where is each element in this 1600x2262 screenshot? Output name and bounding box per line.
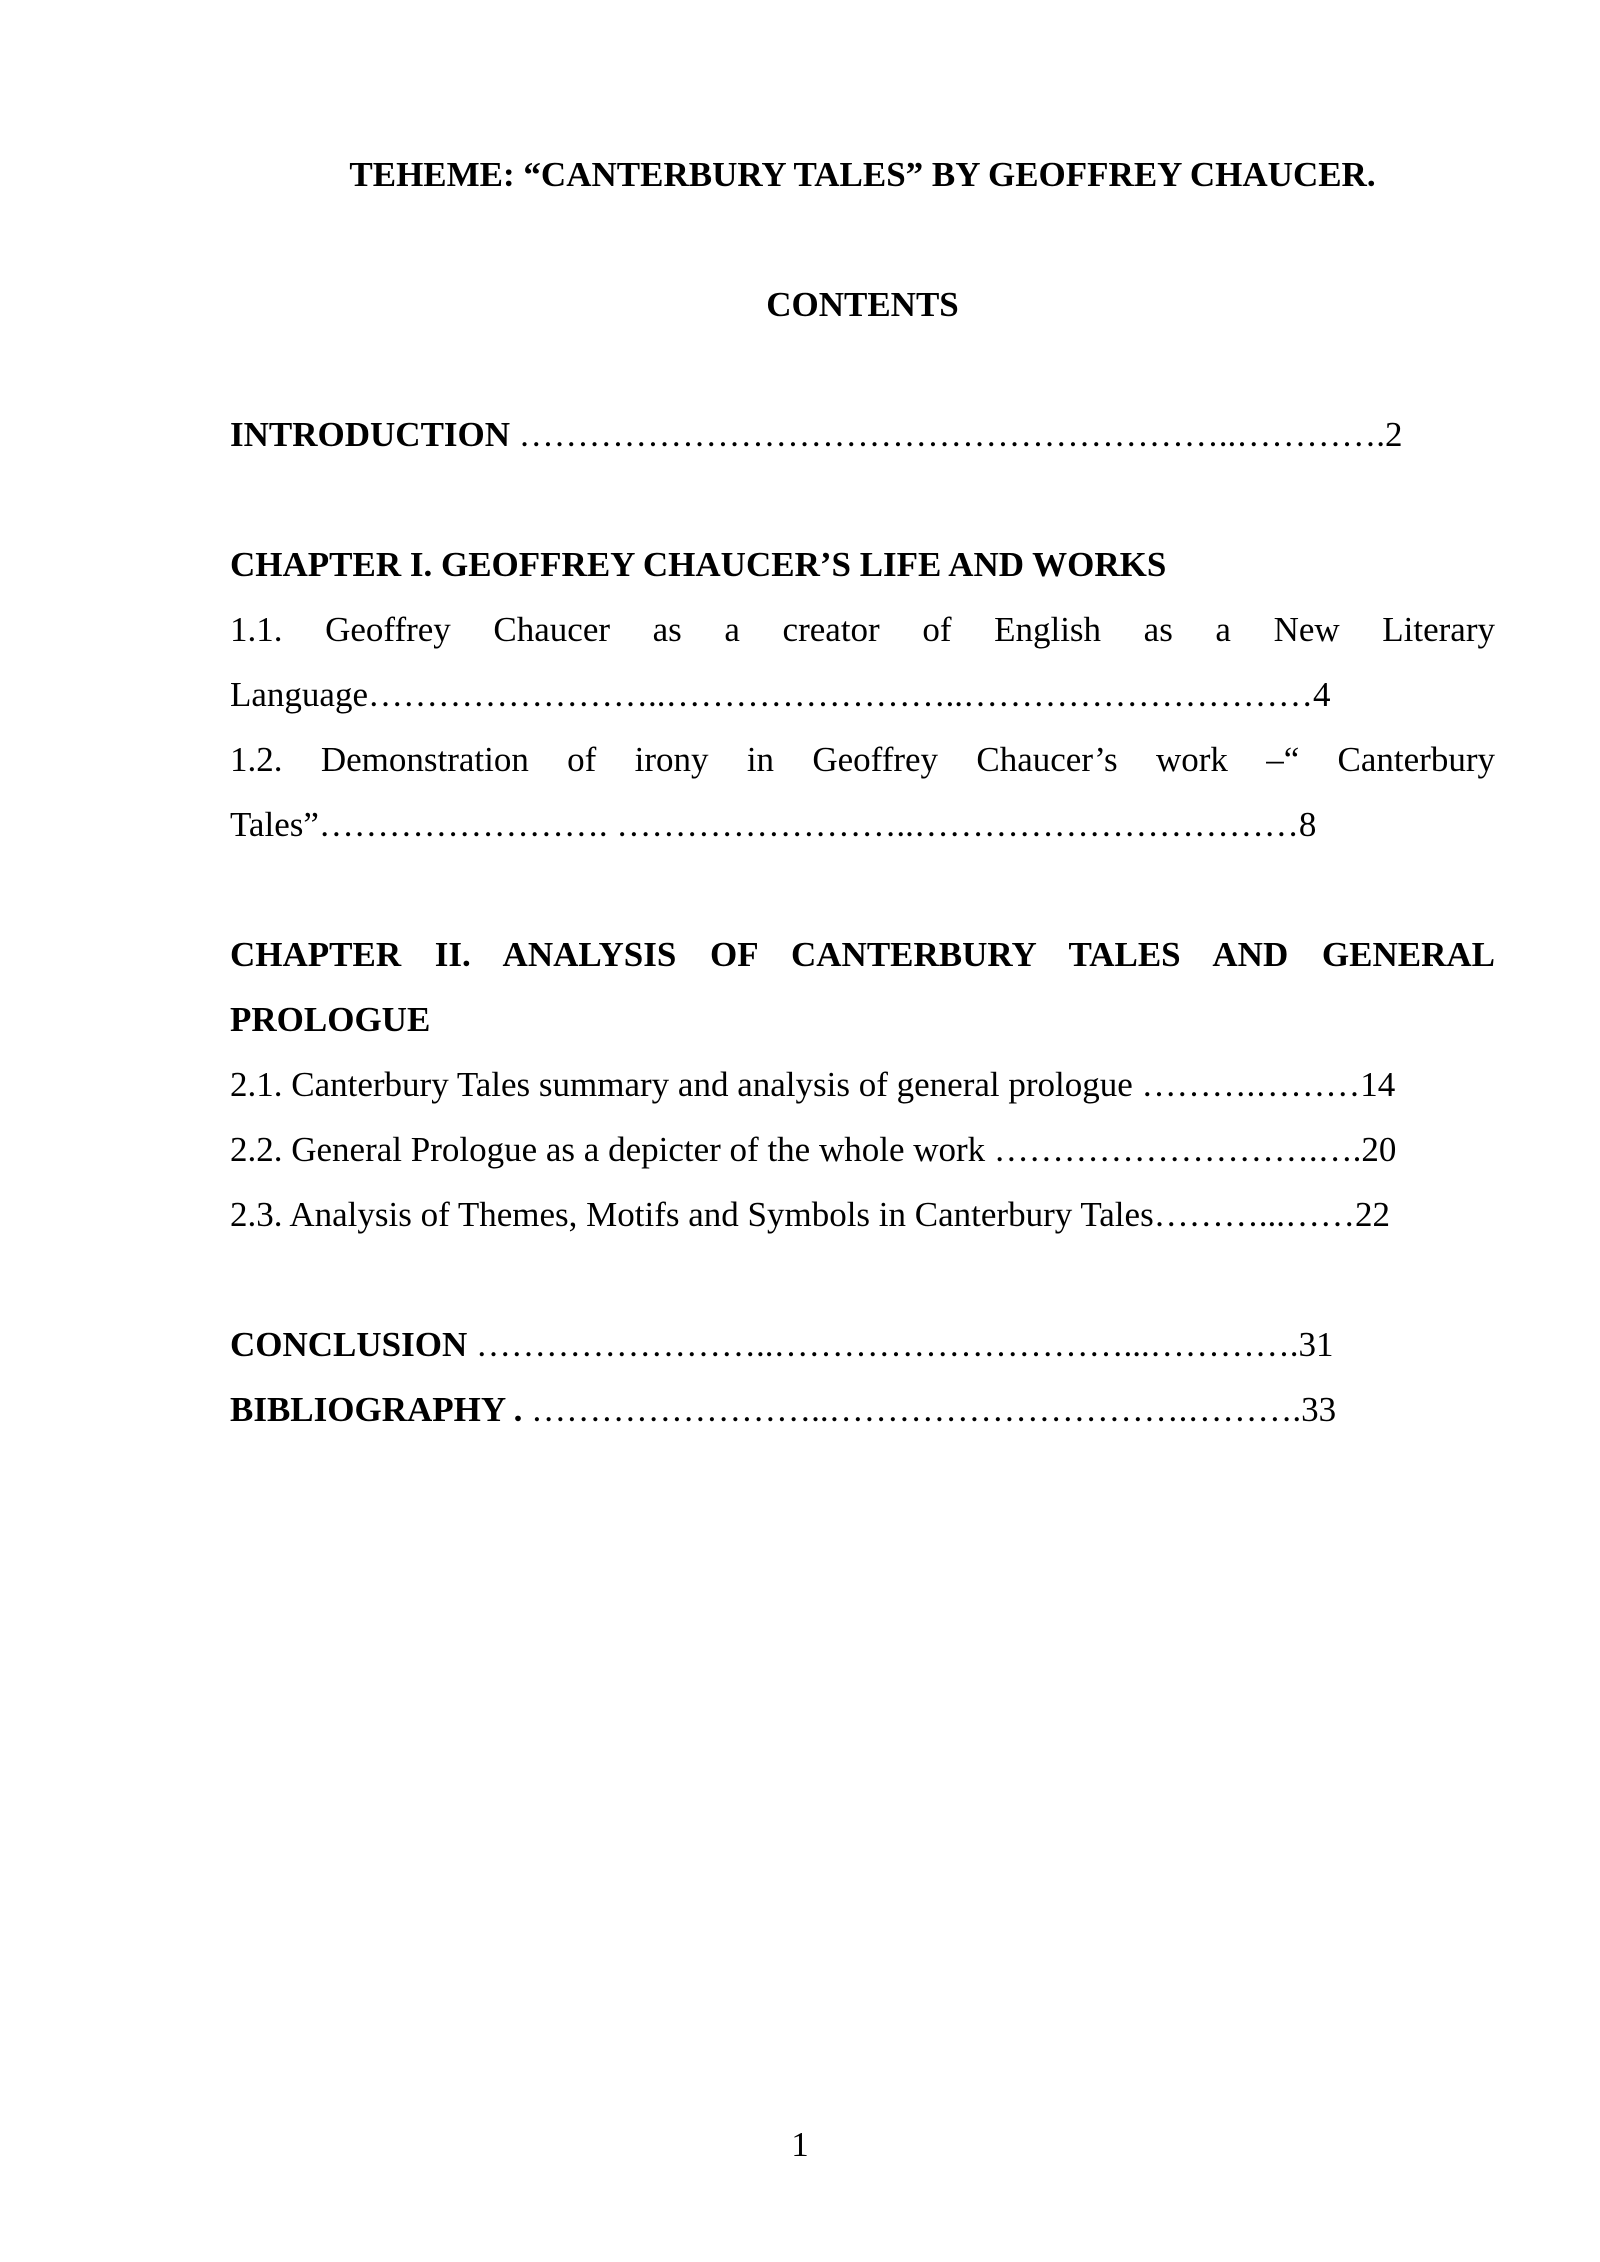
toc-entry-bibliography xyxy=(230,1390,1495,1430)
toc-entry-introduction xyxy=(230,415,1495,455)
toc-entry-1-1-line1: 1.1. Geoffrey Chaucer as a creator of English as a New Literary xyxy=(230,610,1495,649)
toc-entry-1-2-line2: Tales”……………………. ……………………..……………………………8 xyxy=(230,805,1317,844)
document-title: TEHEME: “CANTERBURY TALES” BY GEOFFREY CHAUCER. xyxy=(349,155,1376,194)
toc-entry-2-3: 2.3. Analysis of Themes, Motifs and Symbols in Canterbury Tales………...……22 xyxy=(230,1195,1390,1234)
toc-entry-1-2-line1: 1.2. Demonstration of irony in Geoffrey Chaucer’s work –“ Canterbury xyxy=(230,740,1495,779)
toc-label-bibliography: BIBLIOGRAPHY . xyxy=(230,1390,523,1429)
toc-leader-introduction: ……………………………………………………..………….2 xyxy=(510,415,1403,454)
toc-label-introduction: INTRODUCTION xyxy=(230,415,511,454)
toc-leader-bibliography: ……………………..………………………….……….33 xyxy=(522,1390,1337,1429)
toc-entry-1-1-line2: Language……………………..……………………..…………………………4 xyxy=(230,675,1331,714)
toc-entry-conclusion xyxy=(230,1325,1495,1365)
chapter-2-heading-line2: PROLOGUE xyxy=(230,1000,431,1039)
contents-heading: CONTENTS xyxy=(766,285,959,324)
toc-entry-2-2: 2.2. General Prologue as a depicter of the whole work ……………………….….20 xyxy=(230,1130,1397,1169)
toc-leader-conclusion: ……………………..…………………………...………….31 xyxy=(467,1325,1334,1364)
chapter-1-heading: CHAPTER I. GEOFFREY CHAUCER’S LIFE AND WORKS xyxy=(230,545,1167,584)
page-number: 1 xyxy=(791,2125,809,2164)
toc-label-conclusion: CONCLUSION xyxy=(230,1325,468,1364)
chapter-2-heading-line1: CHAPTER II. ANALYSIS OF CANTERBURY TALES AND GENERAL xyxy=(230,935,1495,974)
toc-entry-2-1: 2.1. Canterbury Tales summary and analysis of general prologue ……….………14 xyxy=(230,1065,1396,1104)
